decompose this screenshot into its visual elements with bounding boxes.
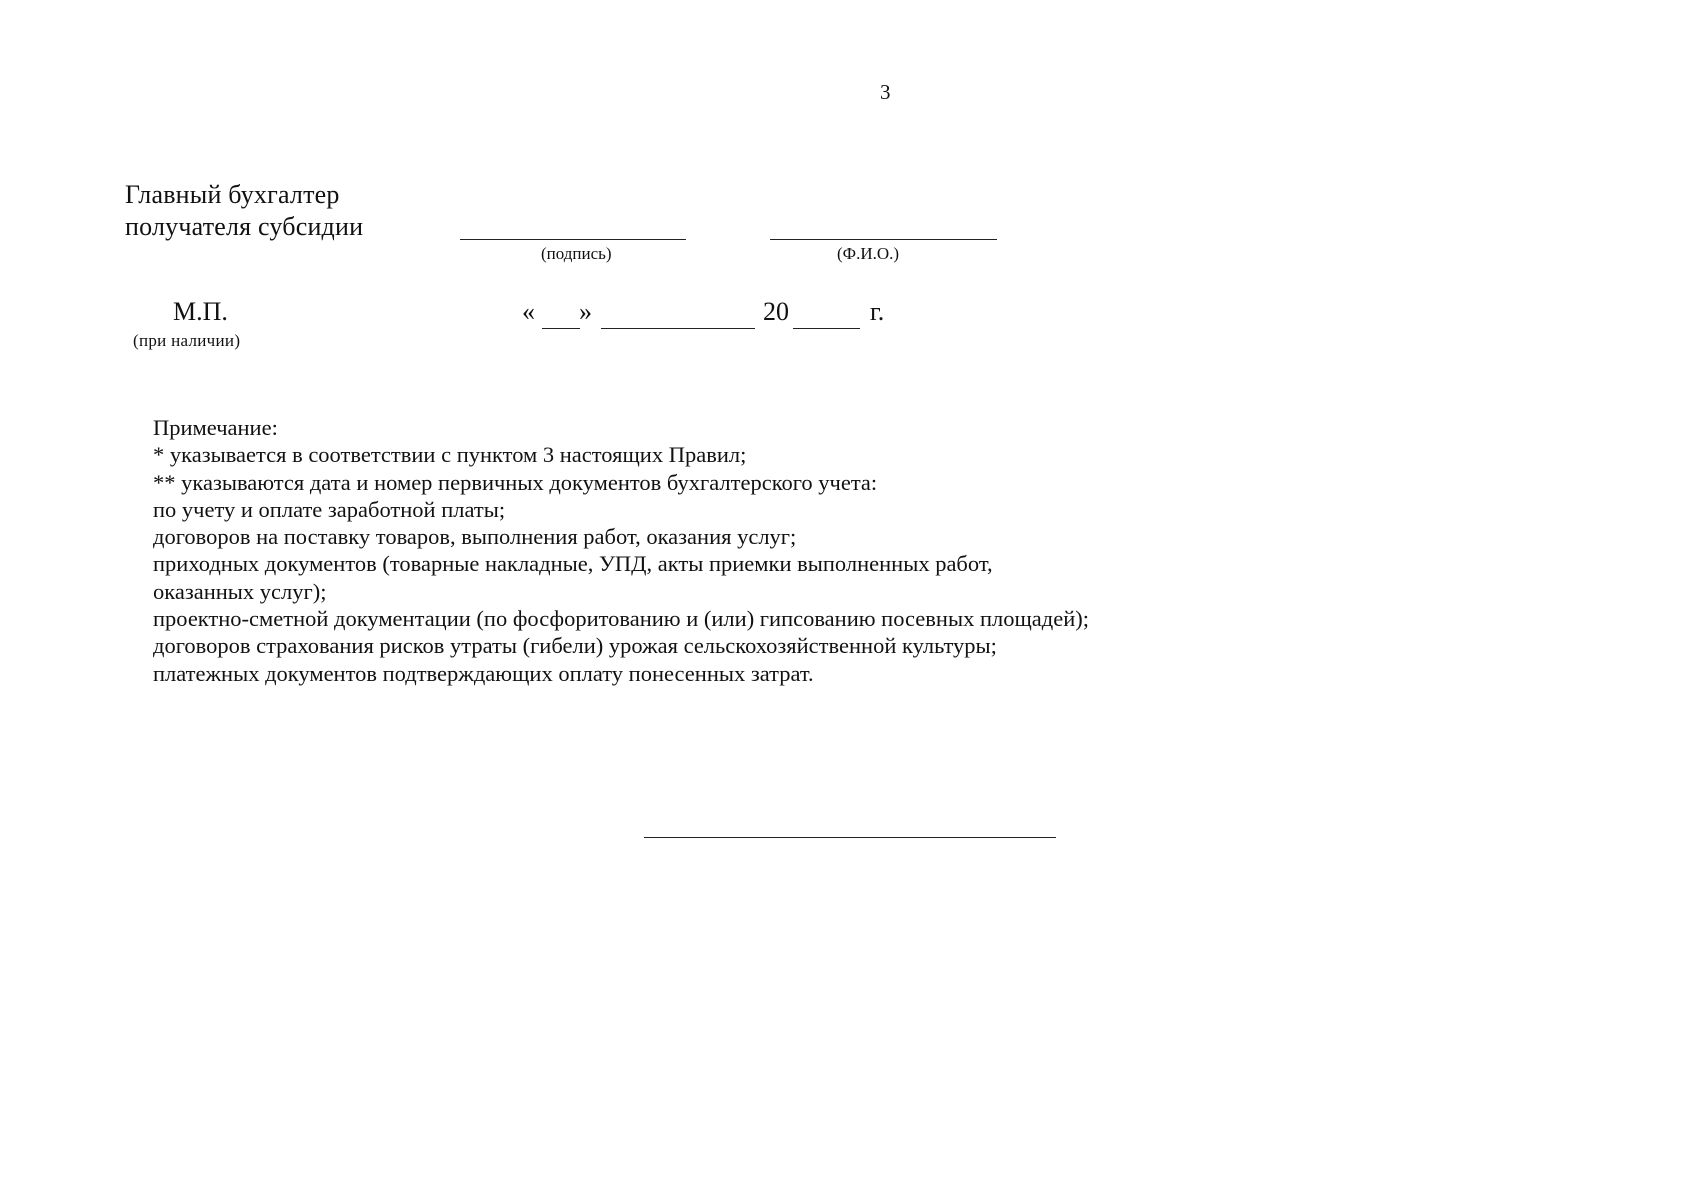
name-field-line bbox=[770, 239, 997, 240]
notes-block bbox=[153, 414, 1089, 687]
note-line: платежных документов подтверждающих оплату понесенных затрат. bbox=[153, 660, 814, 686]
note-line: проектно-сметной документации (по фосфоритованию и (или) гипсованию посевных площадей); bbox=[153, 606, 1089, 632]
note-line: * указывается в соответствии с пунктом 3 настоящих Правил; bbox=[153, 442, 747, 468]
notes-heading: Примечание: bbox=[153, 415, 278, 440]
signatory-title-line-1: Главный бухгалтер bbox=[125, 180, 340, 209]
page-number: 3 bbox=[880, 80, 891, 104]
note-line: приходных документов (товарные накладные, УПД, акты приемки выполненных работ, bbox=[153, 551, 993, 577]
date-close-quote: » bbox=[579, 297, 592, 326]
stamp-place-note: (при наличии) bbox=[133, 331, 241, 350]
closing-separator-line bbox=[644, 837, 1056, 838]
date-month-blank bbox=[601, 328, 755, 329]
note-line: оказанных услуг); bbox=[153, 578, 327, 604]
note-line: ** указываются дата и номер первичных документов бухгалтерского учета: bbox=[153, 469, 878, 495]
note-line: договоров страхования рисков утраты (гибели) урожая сельскохозяйственной культуры; bbox=[153, 633, 997, 659]
date-century: 20 bbox=[763, 297, 789, 326]
note-line: договоров на поставку товаров, выполнения работ, оказания услуг; bbox=[153, 524, 797, 550]
signatory-title-line-2: получателя субсидии bbox=[125, 212, 364, 241]
name-caption: (Ф.И.О.) bbox=[837, 244, 900, 263]
date-year-suffix: г. bbox=[870, 297, 885, 326]
note-line: по учету и оплате заработной платы; bbox=[153, 496, 506, 522]
date-year-blank bbox=[793, 328, 860, 329]
signature-caption: (подпись) bbox=[541, 244, 612, 263]
date-day-blank bbox=[542, 328, 580, 329]
signature-field-line bbox=[460, 239, 686, 240]
date-open-quote: « bbox=[522, 297, 535, 326]
stamp-place-label: М.П. bbox=[173, 297, 228, 326]
